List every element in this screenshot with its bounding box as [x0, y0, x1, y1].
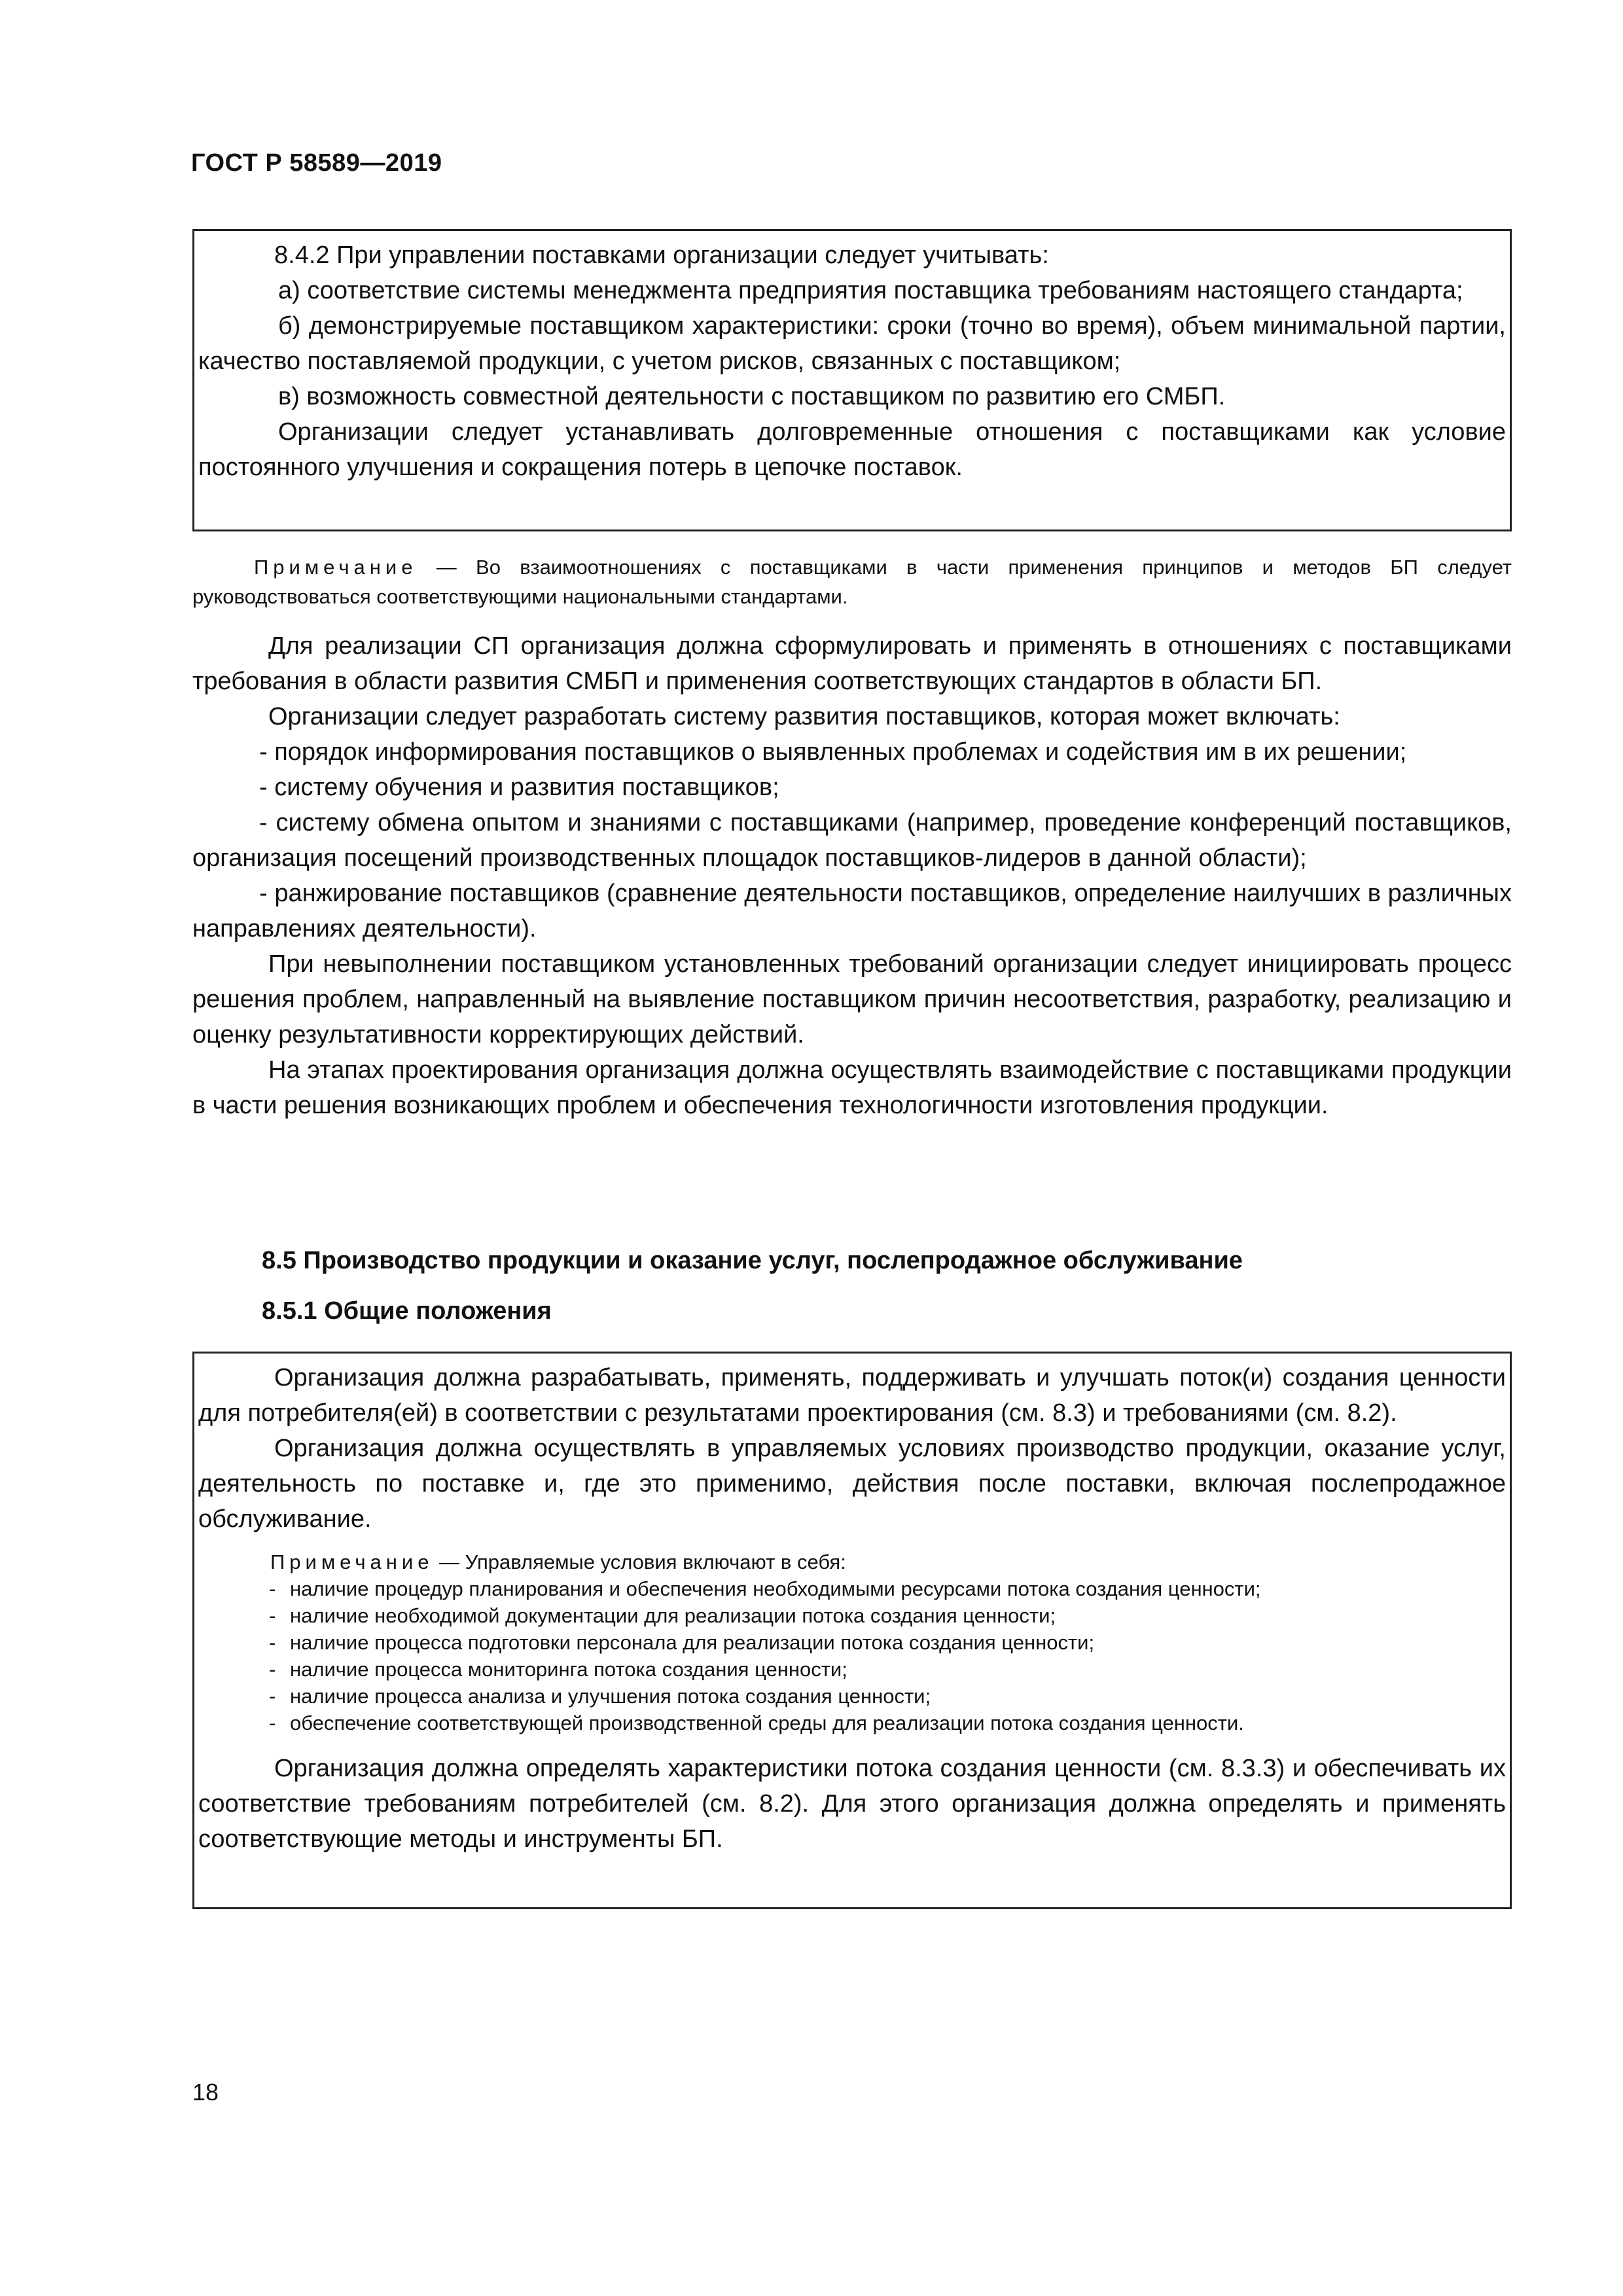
paragraph-design-stage: На этапах проектирования организация должна осуществлять взаимодействие с поставщиками продукции в части решения возникающих проблем и обеспечения технологичности изготовления продукции.: [192, 1056, 1512, 1119]
list-item-b: б) демонстрируемые поставщиком характеристики: сроки (точно во время), объем минимальной партии, качество поставляемой продукции, с учетом рисков, связанных с поставщиком;: [198, 312, 1506, 375]
note-list-item: - наличие процесса мониторинга потока создания ценности;: [269, 1658, 847, 1681]
note-label: Примечание: [254, 556, 418, 579]
note-controlled-conditions: [198, 1549, 1506, 1736]
requirements-box-8-5-1: [192, 1352, 1512, 1909]
paragraph-characteristics: Организация должна определять характеристики потока создания ценности (см. 8.3.3) и обеспечивать их соответствие требованиям потребителей (см. 8.2). Для этого организация должна определять и применять соответствующие методы и инструменты БП.: [198, 1755, 1506, 1853]
paragraph-sp-requirements: Для реализации СП организация должна сформулировать и применять в отношениях с поставщиками требования в области развития СМБП и применения соответствующих стандартов в области БП.: [192, 632, 1512, 695]
note-label: Примечание: [270, 1551, 434, 1573]
page-number: 18: [192, 2079, 219, 2106]
paragraph-8-4-2: 8.4.2 При управлении поставками организации следует учитывать:: [274, 242, 1049, 269]
note-list-item: - обеспечение соответствующей производственной среды для реализации потока создания ценности.: [269, 1712, 1244, 1734]
dash-item-1: - порядок информирования поставщиков о выявленных проблемах и содействия им в их решении;: [259, 738, 1407, 766]
dash-item-4: - ранжирование поставщиков (сравнение деятельности поставщиков, определение наилучших в различных направлениях деятельности).: [192, 880, 1512, 942]
note-list-item: - наличие процесса анализа и улучшения потока создания ценности;: [269, 1685, 931, 1708]
paragraph-supplier-development: Организации следует разработать систему развития поставщиков, которая может включать:: [268, 703, 1340, 730]
note-suppliers: [192, 552, 1512, 611]
paragraph-nonconformity: При невыполнении поставщиком установленных требований организации следует инициировать процесс решения проблем, направленный на выявление поставщиком причин несоответствия, разработку, реализацию и оценку результативности корректирующих действий.: [192, 950, 1512, 1049]
requirements-box-8-4-2: [192, 229, 1512, 531]
paragraph-controlled-conditions: Организация должна осуществлять в управляемых условиях производство продукции, оказание услуг, деятельность по поставке и, где это применимо, действия после поставки, включая послепродажное обслуживание.: [198, 1435, 1506, 1533]
note-list-item: - наличие необходимой документации для реализации потока создания ценности;: [269, 1604, 1056, 1627]
note-list-item: - наличие процедур планирования и обеспечения необходимыми ресурсами потока создания ценности;: [269, 1577, 1261, 1600]
list-item-c: в) возможность совместной деятельности с поставщиком по развитию его СМБП.: [278, 383, 1226, 410]
document-header: ГОСТ Р 58589—2019: [191, 149, 442, 177]
paragraph-long-term-relations: Организации следует устанавливать долговременные отношения с поставщиками как условие постоянного улучшения и сокращения потерь в цепочке поставок.: [198, 418, 1506, 481]
list-item-a: а) соответствие системы менеджмента предприятия поставщика требованиям настоящего стандарта;: [278, 277, 1463, 304]
note-intro: — Управляемые условия включают в себя:: [433, 1551, 846, 1573]
paragraph-value-stream: Организация должна разрабатывать, применять, поддерживать и улучшать поток(и) создания ценности для потребителя(ей) в соответствии с результатами проектирования (см. 8.3) и требованиями (см. 8.2).: [198, 1364, 1506, 1427]
dash-item-3: - систему обмена опытом и знаниями с поставщиками (например, проведение конференций поставщиков, организация посещений производственных площадок поставщиков-лидеров в данной области);: [192, 809, 1512, 872]
dash-item-2: - систему обучения и развития поставщиков;: [259, 774, 779, 801]
note-list-item: - наличие процесса подготовки персонала для реализации потока создания ценности;: [269, 1631, 1095, 1654]
note-text: — Во взаимоотношениях с поставщиками в части применения принципов и методов БП следует руководствоваться соответствующими национальными стандартами.: [192, 556, 1512, 608]
section-heading-8-5-1: 8.5.1 Общие положения: [262, 1297, 552, 1325]
section-heading-8-5: 8.5 Производство продукции и оказание услуг, послепродажное обслуживание: [262, 1247, 1243, 1274]
main-text: [192, 628, 1512, 1123]
